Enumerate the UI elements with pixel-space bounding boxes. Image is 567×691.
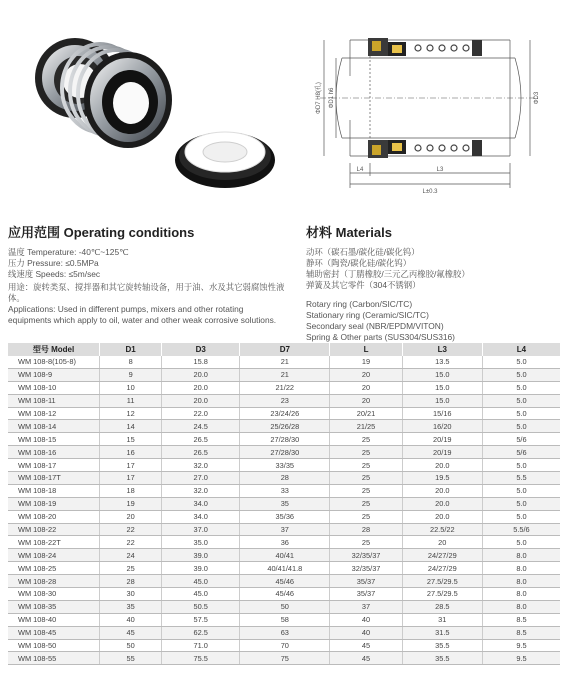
table-cell: 27/28/30 xyxy=(240,433,330,446)
table-cell: 25 xyxy=(330,484,402,497)
material-cn-spring: 弹簧及其它零件（304不锈钢） xyxy=(306,280,421,290)
table-cell: 15.0 xyxy=(402,394,482,407)
table-cell: WM 108-50 xyxy=(8,639,100,652)
table-cell: 57.5 xyxy=(162,613,240,626)
table-cell: 17 xyxy=(100,472,162,485)
table-cell: 75.5 xyxy=(162,652,240,665)
table-cell: 15.8 xyxy=(162,356,240,368)
table-row xyxy=(8,562,560,575)
table-cell: 26.5 xyxy=(162,446,240,459)
table-cell: 24.5 xyxy=(162,420,240,433)
table-cell: 36 xyxy=(240,536,330,549)
dim-l: L±0.3 xyxy=(422,189,438,195)
table-cell: WM 108-12 xyxy=(8,407,100,420)
table-cell: 25 xyxy=(330,459,402,472)
table-cell: 15 xyxy=(100,433,162,446)
table-cell: 55 xyxy=(100,652,162,665)
table-cell: 21/22 xyxy=(240,381,330,394)
table-cell: 20 xyxy=(402,536,482,549)
table-cell: 5.0 xyxy=(482,368,560,381)
table-cell: 5.5/6 xyxy=(482,523,560,536)
table-cell: 39.0 xyxy=(162,562,240,575)
table-cell: 45.0 xyxy=(162,588,240,601)
table-cell: 5.0 xyxy=(482,459,560,472)
table-cell: 45 xyxy=(330,639,402,652)
technical-drawing xyxy=(300,18,562,198)
table-cell: 19 xyxy=(100,497,162,510)
dimension-table xyxy=(8,343,560,665)
dim-d7: ΦD7 H8(孔) xyxy=(316,82,322,114)
material-en-stationary: Stationary ring (Ceramic/SIC/TC) xyxy=(306,310,429,320)
table-cell: WM 108-40 xyxy=(8,613,100,626)
table-cell: 23/24/26 xyxy=(240,407,330,420)
table-cell: 22.5/22 xyxy=(402,523,482,536)
table-cell: 31.5 xyxy=(402,626,482,639)
table-cell: 40 xyxy=(330,626,402,639)
table-cell: 20/21 xyxy=(330,407,402,420)
table-header-row xyxy=(8,343,560,356)
table-cell: 58 xyxy=(240,613,330,626)
table-cell: WM 108-18 xyxy=(8,484,100,497)
temperature-line: 温度 Temperature: -40℃~125℃ xyxy=(8,247,129,257)
table-cell: 5/6 xyxy=(482,446,560,459)
table-cell: WM 108-9 xyxy=(8,368,100,381)
table-row xyxy=(8,575,560,588)
dim-d3: ΦD3 xyxy=(534,91,540,105)
table-row xyxy=(8,536,560,549)
header-l3: L3 xyxy=(402,343,482,356)
table-cell: 17 xyxy=(100,459,162,472)
materials-title: 材料 Materials xyxy=(306,225,392,240)
table-cell: 21/25 xyxy=(330,420,402,433)
table-row xyxy=(8,523,560,536)
table-cell: WM 108-16 xyxy=(8,446,100,459)
table-cell: 20.0 xyxy=(402,510,482,523)
table-cell: WM 108-17 xyxy=(8,459,100,472)
table-cell: 37 xyxy=(240,523,330,536)
table-cell: 20.0 xyxy=(162,368,240,381)
usage-cn: 用途：旋转类泵、搅拌器和其它旋转轴设备，用于油、水及其它弱腐蚀性液体。 xyxy=(8,282,285,303)
table-cell: 20.0 xyxy=(402,497,482,510)
table-cell: 5.0 xyxy=(482,497,560,510)
table-cell: 21 xyxy=(240,368,330,381)
material-en-rotary: Rotary ring (Carbon/SIC/TC) xyxy=(306,299,413,309)
table-cell: 27.5/29.5 xyxy=(402,575,482,588)
dim-l4: L4 xyxy=(356,167,364,173)
table-cell: 20 xyxy=(330,394,402,407)
header-d7: D7 xyxy=(240,343,330,356)
table-cell: 8.0 xyxy=(482,562,560,575)
table-cell: 5.0 xyxy=(482,356,560,368)
material-en-spring: Spring & Other parts (SUS304/SUS316) xyxy=(306,332,455,342)
table-cell: 25 xyxy=(330,472,402,485)
table-cell: 10 xyxy=(100,381,162,394)
table-cell: 20.0 xyxy=(402,459,482,472)
table-cell: 15.0 xyxy=(402,368,482,381)
table-cell: 25 xyxy=(330,446,402,459)
table-cell: WM 108-15 xyxy=(8,433,100,446)
table-cell: WM 108-11 xyxy=(8,394,100,407)
table-cell: WM 108-10 xyxy=(8,381,100,394)
table-row xyxy=(8,472,560,485)
table-row xyxy=(8,600,560,613)
table-cell: 71.0 xyxy=(162,639,240,652)
table-cell: 32.0 xyxy=(162,459,240,472)
table-cell: WM 108-20 xyxy=(8,510,100,523)
table-cell: 35 xyxy=(240,497,330,510)
table-cell: 13.5 xyxy=(402,356,482,368)
table-row xyxy=(8,588,560,601)
table-cell: 34.0 xyxy=(162,510,240,523)
table-row xyxy=(8,381,560,394)
materials xyxy=(306,222,561,343)
table-row xyxy=(8,459,560,472)
table-cell: 14 xyxy=(100,420,162,433)
table-cell: 50.5 xyxy=(162,600,240,613)
table-cell: 8.0 xyxy=(482,588,560,601)
table-cell: 25 xyxy=(330,433,402,446)
table-cell: WM 108-24 xyxy=(8,549,100,562)
table-cell: 25 xyxy=(330,536,402,549)
table-cell: 27.0 xyxy=(162,472,240,485)
table-cell: 28 xyxy=(100,575,162,588)
table-cell: 20 xyxy=(330,368,402,381)
table-cell: 9.5 xyxy=(482,652,560,665)
table-cell: 26.5 xyxy=(162,433,240,446)
table-cell: 39.0 xyxy=(162,549,240,562)
table-cell: WM 108-19 xyxy=(8,497,100,510)
table-row xyxy=(8,639,560,652)
table-cell: 27.5/29.5 xyxy=(402,588,482,601)
table-cell: 20 xyxy=(100,510,162,523)
dim-d1: ΦD1 h6 xyxy=(329,87,335,109)
table-cell: 35.5 xyxy=(402,652,482,665)
table-cell: 8.0 xyxy=(482,575,560,588)
table-cell: 19 xyxy=(330,356,402,368)
table-cell: 34.0 xyxy=(162,497,240,510)
table-cell: 45 xyxy=(100,626,162,639)
table-cell: 5.0 xyxy=(482,407,560,420)
table-cell: 8.5 xyxy=(482,626,560,639)
table-cell: 18 xyxy=(100,484,162,497)
table-cell: 5.0 xyxy=(482,510,560,523)
table-cell: 32/35/37 xyxy=(330,549,402,562)
header-d1: D1 xyxy=(100,343,162,356)
table-row xyxy=(8,510,560,523)
table-row xyxy=(8,407,560,420)
header-model: 型号 Model xyxy=(8,343,100,356)
table-cell: 25 xyxy=(330,510,402,523)
speed-line: 线速度 Speeds: ≤5m/sec xyxy=(8,269,101,279)
table-cell: WM 108-28 xyxy=(8,575,100,588)
table-cell: 24 xyxy=(100,549,162,562)
table-cell: 5/6 xyxy=(482,433,560,446)
table-cell: 11 xyxy=(100,394,162,407)
table-cell: 32/35/37 xyxy=(330,562,402,575)
table-cell: 28 xyxy=(240,472,330,485)
product-photo xyxy=(20,20,290,200)
table-cell: 5.0 xyxy=(482,394,560,407)
operating-conditions xyxy=(8,222,288,326)
table-cell: 9 xyxy=(100,368,162,381)
table-cell: 20 xyxy=(330,381,402,394)
table-cell: 28.5 xyxy=(402,600,482,613)
table-cell: 27/28/30 xyxy=(240,446,330,459)
table-cell: 40 xyxy=(100,613,162,626)
table-cell: 24/27/29 xyxy=(402,549,482,562)
material-cn-rotary: 动环（碳石墨/碳化硅/碳化钨） xyxy=(306,247,420,257)
table-cell: 9.5 xyxy=(482,639,560,652)
table-cell: 35.0 xyxy=(162,536,240,549)
table-cell: 40/41/41.8 xyxy=(240,562,330,575)
table-row xyxy=(8,549,560,562)
table-row xyxy=(8,626,560,639)
table-cell: 15/16 xyxy=(402,407,482,420)
pressure-line: 压力 Pressure: ≤0.5MPa xyxy=(8,258,99,268)
table-cell: 25 xyxy=(330,497,402,510)
table-cell: 8.0 xyxy=(482,600,560,613)
table-row xyxy=(8,613,560,626)
table-cell: 5.0 xyxy=(482,381,560,394)
table-cell: 20.0 xyxy=(162,381,240,394)
table-row xyxy=(8,652,560,665)
table-row xyxy=(8,446,560,459)
table-cell: 70 xyxy=(240,639,330,652)
table-cell: WM 108-22 xyxy=(8,523,100,536)
table-cell: WM 108-45 xyxy=(8,626,100,639)
table-cell: 20.0 xyxy=(162,394,240,407)
table-cell: WM 108-17T xyxy=(8,472,100,485)
dim-l3: L3 xyxy=(436,167,444,173)
table-cell: 22 xyxy=(100,523,162,536)
table-cell: 33 xyxy=(240,484,330,497)
table-cell: 8.5 xyxy=(482,613,560,626)
table-cell: 20/19 xyxy=(402,446,482,459)
table-cell: 40 xyxy=(330,613,402,626)
table-cell: 30 xyxy=(100,588,162,601)
table-cell: 35.5 xyxy=(402,639,482,652)
table-cell: WM 108-55 xyxy=(8,652,100,665)
table-cell: 63 xyxy=(240,626,330,639)
table-cell: 25 xyxy=(100,562,162,575)
table-cell: 8 xyxy=(100,356,162,368)
table-cell: 75 xyxy=(240,652,330,665)
table-cell: 35 xyxy=(100,600,162,613)
table-cell: 31 xyxy=(402,613,482,626)
table-cell: WM 108-25 xyxy=(8,562,100,575)
table-cell: 33/35 xyxy=(240,459,330,472)
table-row xyxy=(8,420,560,433)
table-row xyxy=(8,394,560,407)
material-cn-stationary: 静环（陶瓷/碳化硅/碳化钨） xyxy=(306,258,412,268)
table-cell: 40/41 xyxy=(240,549,330,562)
header-l: L xyxy=(330,343,402,356)
table-cell: 35/37 xyxy=(330,575,402,588)
table-cell: 23 xyxy=(240,394,330,407)
table-cell: 8.0 xyxy=(482,549,560,562)
table-cell: 5.5 xyxy=(482,472,560,485)
table-cell: 5.0 xyxy=(482,420,560,433)
table-cell: WM 108-35 xyxy=(8,600,100,613)
table-cell: 5.0 xyxy=(482,536,560,549)
table-row xyxy=(8,356,560,368)
table-cell: 62.5 xyxy=(162,626,240,639)
table-cell: 24/27/29 xyxy=(402,562,482,575)
table-cell: 50 xyxy=(100,639,162,652)
table-row xyxy=(8,484,560,497)
table-cell: 45 xyxy=(330,652,402,665)
table-cell: 16 xyxy=(100,446,162,459)
table-cell: 28 xyxy=(330,523,402,536)
table-cell: 25/26/28 xyxy=(240,420,330,433)
table-cell: WM 108-14 xyxy=(8,420,100,433)
table-cell: 15.0 xyxy=(402,381,482,394)
table-cell: 45.0 xyxy=(162,575,240,588)
usage-en: Applications: Used in different pumps, mixers and other rotating equipments which apply to oil, water and other weak corrosive solutions. xyxy=(8,304,277,325)
table-body xyxy=(8,356,560,665)
table-cell: 19.5 xyxy=(402,472,482,485)
table-cell: 22.0 xyxy=(162,407,240,420)
table-cell: WM 108-8(105-8) xyxy=(8,356,100,368)
table-cell: 45/46 xyxy=(240,588,330,601)
table-row xyxy=(8,497,560,510)
table-row xyxy=(8,368,560,381)
table-cell: 45/46 xyxy=(240,575,330,588)
table-cell: 20.0 xyxy=(402,484,482,497)
table-cell: 37.0 xyxy=(162,523,240,536)
table-cell: 22 xyxy=(100,536,162,549)
table-cell: 21 xyxy=(240,356,330,368)
table-cell: 16/20 xyxy=(402,420,482,433)
operating-title: 应用范围 Operating conditions xyxy=(8,225,195,240)
table-row xyxy=(8,433,560,446)
table-cell: 12 xyxy=(100,407,162,420)
material-cn-secondary: 辅助密封（丁腈橡胶/三元乙丙橡胶/氟橡胶） xyxy=(306,269,470,279)
table-cell: WM 108-30 xyxy=(8,588,100,601)
table-cell: 35/36 xyxy=(240,510,330,523)
table-cell: 50 xyxy=(240,600,330,613)
table-cell: 37 xyxy=(330,600,402,613)
header-d3: D3 xyxy=(162,343,240,356)
material-en-secondary: Secondary seal (NBR/EPDM/VITON) xyxy=(306,321,444,331)
header-l4: L4 xyxy=(516,345,527,354)
table-cell: 35/37 xyxy=(330,588,402,601)
table-cell: WM 108-22T xyxy=(8,536,100,549)
table-cell: 20/19 xyxy=(402,433,482,446)
table-cell: 5.0 xyxy=(482,484,560,497)
table-cell: 32.0 xyxy=(162,484,240,497)
